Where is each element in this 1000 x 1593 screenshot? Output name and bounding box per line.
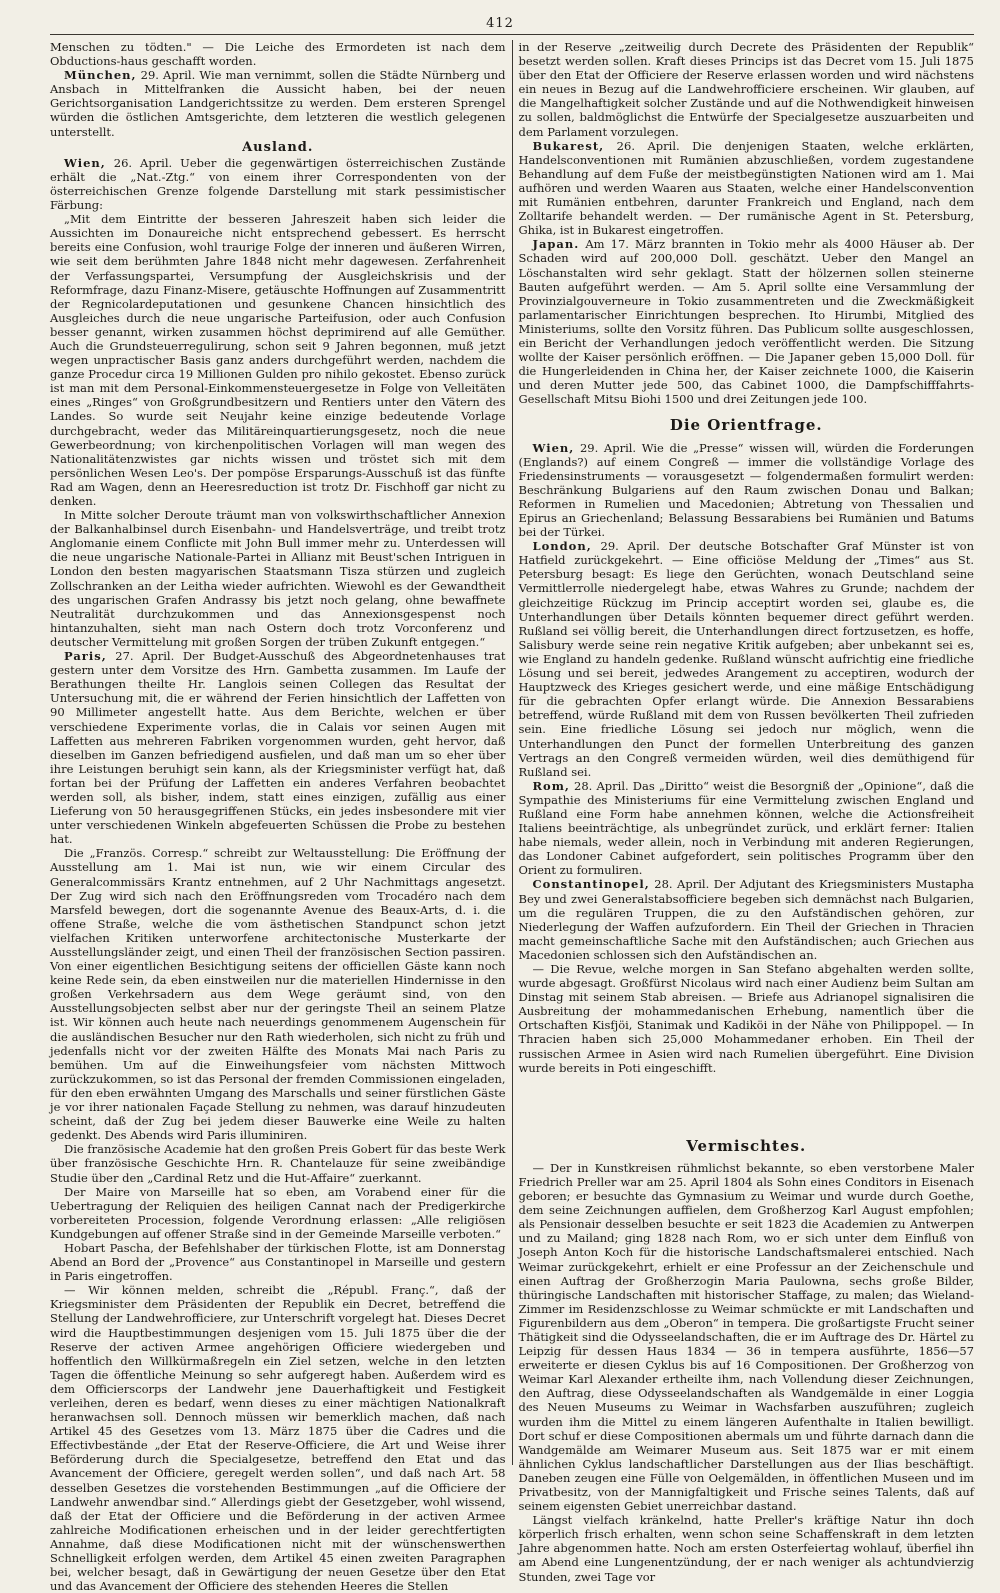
- dateline-wien: Wien,: [64, 155, 106, 170]
- article-intro: Menschen zu tödten." — Die Leiche des Ermordeten ist nach dem Obductions-haus geschafft worden.: [50, 40, 506, 69]
- columns: [50, 40, 974, 1593]
- article-wien: [50, 156, 506, 212]
- dateline-paris: Paris,: [64, 649, 107, 664]
- section-heading-ausland: Ausland.: [242, 139, 314, 155]
- article-wien-quote-2: In Mitte solcher Deroute träumt man von volkswirthschaftlicher Annexion der Balkanhalbinsel durch Eisenbahn- und Handelsverträge, und treibt trotz Anglomanie einem Conflicte mit John Bull immer mehr zu. Unterdessen will die neue ungarische Nationale-Partei in Allianz mit Beust'schen Intriguen in London den besten magyarischen Staatsmann Tisza stürzen und zugleich Zollschranken an der Leitha wieder aufrichten. Wiewohl es der Gewandtheit des ungarischen Grafen Andrassy bis jetzt noch gelang, ohne bewaffnete Neutralität durchzukommen und das Annexionsgespenst noch hintanzuhalten, sieht man nach Ostern doch trotz Vorconferenz und deutscher Vermittelung mit großen Sorgen der trüben Zukunft entgegen.“: [50, 508, 506, 649]
- article-marseille: Der Maire von Marseille hat so eben, am Vorabend einer für die Uebertragung der Reliquien des heiligen Cannat nach der Predigerkirche vorbereiteten Procession, folgende Verordnung erlassen: „Alle religiösen Kundgebungen auf offener Straße sind in der Gemeinde Marseille verboten.“: [50, 1184, 506, 1241]
- dateline-muenchen: München,: [64, 68, 137, 83]
- article-muenchen: [50, 68, 506, 138]
- text-bukarest: 26. April. Die denjenigen Staaten, welche erklärten, Handelsconventionen mit Rumänien abzuschließen, vordem zugestandene Behandlung auf dem Fuße der meistbegünstigten Nationen wird am 1. Mai aufhören und werden Waaren aus Staaten, welche einer Handelsconvention mit Rumänien entbehren, darunter Frankreich und England, nach dem Zolltarife behandelt werden. — Der rumänische Agent in St. Petersburg, Ghika, ist in Bukarest eingetroffen.: [518, 138, 974, 238]
- article-wien-quote: „Mit dem Eintritte der besseren Jahreszeit haben sich leider die Aussichten im Donaureiche nicht entsprechend gebessert. Es herrscht bereits eine Confusion, wohl traurige Folge der inneren und äußeren Wirren, wie seit dem berühmten Jahre 1848 nicht mehr dagewesen. Zerfahrenheit der Verfassungspartei, Versumpfung der Ausgleichskrisis und der Reformfrage, dazu Finanz-Misere, getäuschte Hoffnungen auf Zusammentritt der Regnicolardeputationen und gesunkene Chancen hinsichtlich des Ausgleiches durch die neue ungarische Parteifusion, oder auch Confusion besser genannt, wirken zusammen höchst deprimirend auf alle Gemüther. Auch die Grundsteuerregulirung, schon seit 9 Jahren begonnen, muß jetzt wegen unpractischer Basis ganz anders durchgeführt werden, nachdem die ganze Procedur circa 19 Millionen Gulden pro nihilo gekostet. Ebenso zurück ist man mit dem Personal-Einkommensteuergesetze in Folge von Velleitäten eines „Ringes“ von Großgrundbesitzern und Rentiers unter den Vätern des Landes. So wurde seit Neujahr keine einzige bedeutende Vorlage durchgebracht, weder das Militäreinquartierungsgesetz, noch die neue Gewerbeordnung; von kirchenpolitischen Vorlagen will man wegen des Nationalitätenzwistes gar nichts wissen und tröstet sich mit dem persönlichen Wesen Leo's. Der pompöse Ersparungs-Ausschuß ist das fünfte Rad am Wagen, denn an Heeresreduction ist trotz Dr. Fischhoff gar nicht zu denken.: [50, 212, 506, 508]
- text-japan: Am 17. März brannten in Tokio mehr als 4000 Häuser ab. Der Schaden wird auf 200,000 Doll. geschätzt. Ueber den Mangel an Löschanstalten wird sehr geklagt. Statt der hölzernen sollen steinerne Bauten aufgeführt werden. — Am 5. April sollte eine Versammlung der Provinzialgouverneure in Tokio zusammentreten und die Zweckmäßigkeit parlamentarischer Einrichtungen besprechen. Ito Hirumbi, Mitglied des Ministeriums, sollte den Vorsitz führen. Das Publicum sollte ausgeschlossen, ein Bericht der Verhandlungen jedoch veröffentlicht werden. Die Sitzung wollte der Kaiser persönlich eröffnen. — Die Japaner geben 15,000 Doll. für die Hungerleidenden in China her, der Kaiser zeichnete 1000, die Kaiserin und deren Mutter jede 500, das Cabinet 1000, die Dampfschifffahrts-Gesellschaft Mitsu Biohi 1500 und drei Zeitungen jede 100.: [518, 237, 974, 407]
- text-wien: 26. April. Ueber die gegenwärtigen österreichischen Zustände erhält die „Nat.-Ztg.“ von einem ihrer Correspondenten von der österreichischen Grenze folgende Darstellung mit stark pessimistischer Färbung:: [50, 155, 506, 213]
- section-heading-vermischtes: Vermischtes.: [686, 1136, 807, 1155]
- article-academie: Die französische Academie hat den großen Preis Gobert für das beste Werk über französische Geschichte Hrn. R. Chantelauze für seine zweibändige Studie über den „Cardinal Retz und die Hut-Affaire“ zuerkannt.: [50, 1142, 506, 1185]
- text-muenchen: 29. April. Wie man vernimmt, sollen die Städte Nürnberg und Ansbach in Mittelfranken die Aussicht haben, bei der neuen Gerichtsorganisation Landgerichtssitze zu werden. Dem ersteren Sprengel würden die östlichen Amtsgerichte, dem letzteren die westlich gelegenen unterstellt.: [50, 68, 506, 139]
- article-london: [519, 539, 975, 779]
- text-london: 29. April. Der deutsche Botschafter Graf Münster ist von Hatfield zurückgekehrt. — Eine officiöse Meldung der „Times“ aus St. Petersburg besagt: Es liege den Gerüchten, wonach Deutschland seine Vermittlerrolle niedergelegt habe, etwas Wahres zu Grunde; nachdem der gleichzeitige Rückzug im Princip acceptirt worden sei, glaube es, die Unterhandlungen über Details könnten bequemer direct geführt werden. Rußland sei völlig bereit, die Unterhandlungen direct fortzusetzen, es hoffe, Salisbury werde seine rein negative Kritik aufgeben; aber unbekannt sei es, wie England zu handeln gedenke. Rußland wünscht aufrichtig eine friedliche Lösung und sei bereit, jedwedes Arangement zu acceptiren, wodurch der Hauptzweck des Krieges gesichert werde, und eine mäßige Entschädigung für die gebrachten Opfer erlangt würde. Die Annexion Bessarabiens betreffend, würde Rußland mit dem von Russen bevölkerten Theil zufrieden sein. Eine friedliche Lösung sei jedoch nur möglich, wenn die Unterhandlungen den Punct der formellen Unterbreitung des ganzen Vertrags an den Congreß vermeiden würden, weil dies demüthigend für Rußland sei.: [518, 539, 974, 779]
- article-wien-orient: [519, 441, 975, 540]
- right-column: [513, 40, 975, 1584]
- article-preller: — Der in Kunstkreisen rühmlichst bekannte, so eben verstorbene Maler Friedrich Preller war am 25. April 1804 als Sohn eines Conditors in Eisenach geboren; er besuchte das Gymnasium zu Weimar und wurde durch Goethe, dem seine Zeichnungen auffielen, dem Großherzog Karl August empfohlen; als Pensionair desselben besuchte er seit 1823 die Academien zu Antwerpen und zu Mailand; ging 1828 nach Rom, wo er sich unter dem Einfluß von Joseph Anton Koch für die historische Landschaftsmalerei entschied. Nach Weimar zurückgekehrt, erhielt er eine Professur an der Zeichenschule und einen Auftrag der Großherzogin Maria Paulowna, sechs große Bilder, thüringische Landschaften mit historischer Staffage, zu malen; das Wieland-Zimmer im Residenzschlosse zu Weimar schmückte er mit Landschaften und Figurenbildern aus dem „Oberon“ in tempera. Die großartigste Frucht seiner Thätigkeit sind die Odysseelandschaften, die er im Auftrage des Dr. Härtel zu Leipzig für dessen Haus 1834 — 36 in tempera ausführte, 1856—57 erweiterte er diesen Cyklus bis auf 16 Compositionen. Der Großherzog von Weimar Karl Alexander ertheilte ihm, nach Vollendung dieser Zeichnungen, den Auftrag, diese Odysseelandschaften als Wandgemälde in einer Loggia des Neuen Museums zu Weimar in Wachsfarben auszuführen; zugleich wurden ihm die Mittel zu einem längeren Aufenthalte in Italien bewilligt. Dort schuf er diese Compositionen abermals um und führte darnach dann die Wandgemälde am Weimarer Museum aus. Seit 1875 war er mit einem ähnlichen Cyklus landschaftlicher Darstellungen aus der Ilias beschäftigt. Daneben zeugen eine Fülle von Oelgemälden, in öffentlichen Museen und im Privatbesitz, von der Mannigfaltigkeit und Frische seines Talents, daß auf seinem eigensten Gebiet unerreichbar dastand.: [518, 1160, 974, 1514]
- dateline-rom: Rom,: [532, 778, 570, 793]
- article-paris: [50, 649, 506, 846]
- article-revue: — Die Revue, welche morgen in San Stefano abgehalten werden sollte, wurde abgesagt. Großfürst Nicolaus wird nach einer Audienz beim Sultan am Dinstag mit seinem Stab abreisen. — Briefe aus Adrianopel signalisiren die Ausbreitung der mohammedanischen Erhebung, namentlich über die Ortschaften Kisfjöi, Stanimak und Kadiköi in der Nähe von Philippopel. — In Thracien haben sich 25,000 Mohammedaner erhoben. Ein Theil der russischen Armee in Asien wird nach Rumelien übergeführt. Eine Division wurde bereits in Poti eingeschifft.: [518, 962, 974, 1075]
- article-bukarest: [519, 139, 975, 238]
- dateline-japan: Japan.: [532, 237, 580, 252]
- article-rom: [519, 779, 975, 878]
- article-continuation: in der Reserve „zeitweilig durch Decrete des Präsidenten der Republik“ besetzt werden sollen. Kraft dieses Princips ist das Decret vom 15. Juli 1875 über den Etat der Officiere der Reserve erlassen worden und wird nächstens ein neues in Bezug auf die Landwehrofficiere erscheinen. Wir glauben, auf die Mangelhaftigkeit solcher Zustände und auf die Nothwendigkeit hinweisen zu sollen, baldmöglichst die Entwürfe der Specialgesetze auszuarbeiten und dem Parlament vorzulegen.: [518, 40, 974, 139]
- article-hobart: Hobart Pascha, der Befehlshaber der türkischen Flotte, ist am Donnerstag Abend an Bord der „Provence“ aus Constantinopel in Marseille und gestern in Paris eingetroffen.: [50, 1240, 506, 1284]
- page-number: 412: [486, 16, 514, 31]
- dateline-wien-orient: Wien,: [532, 440, 575, 455]
- article-japan: [519, 237, 975, 406]
- article-constantinopel: [519, 877, 975, 962]
- text-wien-orient: 29. April. Wie die „Presse“ wissen will, würden die Forderungen (Englands?) auf einem Congreß — immer die vollständige Vorlage des Friedensinstruments — vorausgesetzt — folgendermaßen formulirt werden: Beschränkung Bulgariens auf den Raum zwischen Donau und Balkan; Reformen in Rumelien und Macedonien; Abtretung von Thessalien und Epirus an Griechenland; Belassung Bessarabiens bei Rumänien und Batums bei der Türkei.: [518, 440, 974, 540]
- text-paris: 27. April. Der Budget-Ausschuß des Abgeordnetenhauses trat gestern unter dem Vorsitze des Hrn. Gambetta zusammen. Im Laufe der Berathungen theilte Hr. Langlois seinen Collegen das Resultat der Untersuchung mit, die er während der Ferien hinsichtlich der Laffetten von 90 Millimeter angestellt hatte. Aus dem Berichte, welchen er über verschiedene Experimente vorlas, die in Calais vor seinen Augen mit Laffetten aus mehreren Fabriken vorgenommen wurden, geht hervor, daß dieselben im Ganzen befriedigend ausfielen, und daß man um so eher über ihre Leistungen beruhigt sein kann, als der Kriegsminister verfügt hat, daß fortan bei der Prüfung der Laffetten ein anderes Verfahren beobachtet werden soll, als bisher, indem, statt eines einzigen, zufällig aus einer Lieferung von 50 herausgegriffenen Stücks, ein jedes insbesondere mit vier unter verschiedenen Winkeln abgefeuerten Schüssen die Probe zu bestehen hat.: [50, 649, 506, 847]
- article-weltausstellung: Die „Französ. Corresp.“ schreibt zur Weltausstellung: Die Eröffnung der Ausstellung am 1. Mai ist nun, wie wir einem Circular des Generalcommissärs Krantz entnehmen, auf 2 Uhr Nachmittags angesetzt. Der Zug wird sich nach den Eröffnungsreden vom Trocadéro nach dem Marsfeld bewegen, dort die sogenannte Avenue des Beaux-Arts, d. i. die offene Straße, welche die vom ästhetischen Standpunct schon jetzt vielfachen Kritiken unterworfene architectonische Musterkarte der Ausstellungsländer zeigt, und einen Theil der französischen Section passiren. Von einer eigentlichen Besichtigung seitens der officiellen Gäste kann noch keine Rede sein, da eben einstweilen nur die materiellen Hindernisse in den großen Verkehrsadern aus dem Wege geräumt sind, von den Ausstellungsobjecten selbst aber nur der geringste Theil an seinem Platze ist. Wir können auch heute nach neuerdings genommenem Augenschein für die ausländischen Besucher nur den Rath wiederholen, sich nicht zu früh und jedenfalls nicht vor der zweiten Hälfte des Monats Mai nach Paris zu bemühen. Um auf die Einweihungsfeier vom nächsten Mittwoch zurückzukommen, so ist das Personal der fremden Commissionen eingeladen, für den eben erwähnten Umgang des Marschalls und seiner fürstlichen Gäste je vor ihrer nationalen Façade Stellung zu nehmen, was darauf hinzudeuten scheint, daß der Zug bei jedem dieser Bauwerke eine Weile zu halten gedenkt. Des Abends wird Paris illuminiren.: [50, 846, 506, 1143]
- dateline-bukarest: Bukarest,: [532, 138, 605, 153]
- header-rule: [50, 34, 974, 35]
- article-republique: — Wir können melden, schreibt die „Républ. Franç.“, daß der Kriegsminister dem Präsidenten der Republik ein Decret, betreffend die Stellung der Landwehrofficiere, zur Unterschrift vorgelegt hat. Dieses Decret wird die Hauptbestimmungen desjenigen vom 15. Juli 1875 über die der Reserve der activen Armee angehörigen Officiere wiedergeben und hoffentlich den Willkürmaßregeln ein Ziel setzen, welche in den letzten Tagen die öffentliche Meinung so sehr aufgeregt haben. Außerdem wird es dem Officierscorps der Landwehr jene Dauerhaftigkeit und Festigkeit verleihen, deren es bedarf, wenn dieses zu einer mächtigen Nationalkraft heranwachsen soll. Dennoch müssen wir bemerklich machen, daß nach Artikel 45 des Gesetzes vom 13. März 1875 über die Cadres und die Effectivbestände „der Etat der Reserve-Officiere, die Art und Weise ihrer Beförderung durch die Specialgesetze, betreffend den Etat und das Avancement der Officiere, geregelt werden sollen“, und daß nach Art. 58 desselben Gesetzes die vorstehenden Bestimmungen „auf die Officiere der Landwehr anwendbar sind.“ Allerdings giebt der Gesetzgeber, wohl wissend, daß der Etat der Officiere und die Beförderung in der activen Armee zahlreiche Modificationen erheischen und in der leider gerechtfertigten Annahme, daß diese Modificationen nicht mit der wünschenswerthen Schnelligkeit erfolgen werden, dem Artikel 45 einen zweiten Paragraphen bei, welcher besagt, daß in Gewärtigung der neuen Gesetze über den Etat und das Avancement der Officiere des stehenden Heeres die Stellen: [50, 1283, 506, 1593]
- dateline-london: London,: [532, 539, 592, 554]
- left-column: [50, 40, 512, 1593]
- section-heading-orientfrage: Die Orientfrage.: [669, 416, 823, 435]
- dateline-constantinopel: Constantinopel,: [532, 877, 650, 892]
- article-preller-2: Längst vielfach kränkelnd, hatte Preller's kräftige Natur ihn doch körperlich frisch erhalten, wenn schon seine Schaffenskraft in dem letzten Jahre abgenommen hatte. Noch am ersten Osterfeiertag wohlauf, überfiel ihn am Abend eine Lungenentzündung, der er nach weniger als achtundvierzig Stunden, zwei Tage vor: [518, 1513, 974, 1584]
- text-constantinopel: 28. April. Der Adjutant des Kriegsministers Mustapha Bey und zwei Generalstabsofficiere begeben sich demnächst nach Bulgarien, um die regulären Truppen, die zu den Aufständischen gehören, zur Niederlegung der Waffen aufzufordern. Ein Theil der Griechen in Thracien macht gemeinschaftliche Sache mit den Aufständischen; auch Griechen aus Macedonien schlossen sich den Aufständischen an.: [518, 877, 974, 962]
- text-rom: 28. April. Das „Diritto“ weist die Besorgniß der „Opinione“, daß die Sympathie des Ministeriums für eine Vermittelung zwischen England und Rußland eine Form habe annehmen können, welche die Actionsfreiheit Italiens beeinträchtige, als unbegründet zurück, und erklärt ferner: Italien habe niemals, weder allein, noch in Verbindung mit anderen Regierungen, das Londoner Cabinet aufgefordert, sein politisches Programm über den Orient zu formuliren.: [518, 778, 974, 878]
